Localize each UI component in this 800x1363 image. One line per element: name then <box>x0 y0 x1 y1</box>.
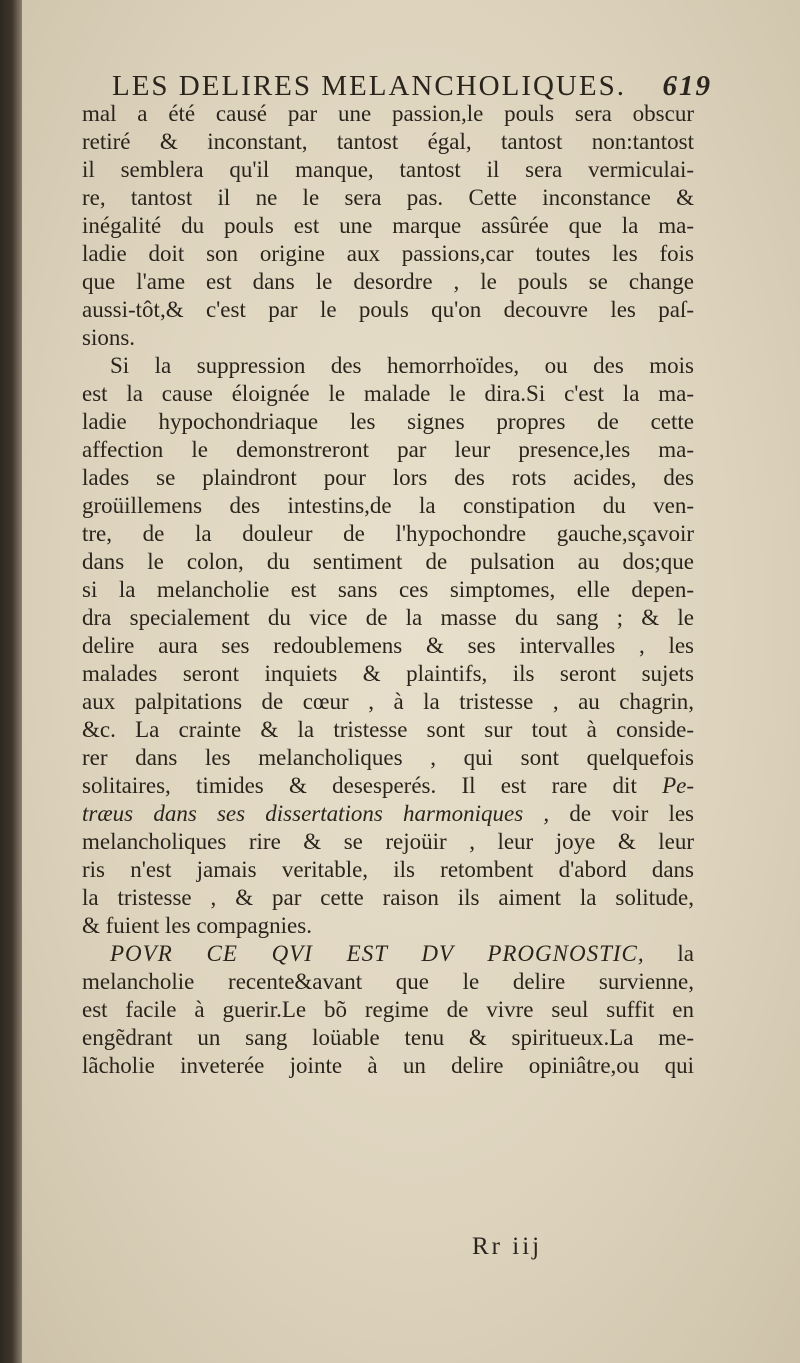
text-line: groüillemens des intestins,de la constipation du ven- <box>82 493 694 518</box>
text-line <box>82 772 694 800</box>
text-line: tre, de la douleur de l'hypochondre gauche,sçavoir <box>82 521 694 546</box>
text-line: Si la suppression des hemorrhoïdes, ou des mois <box>110 353 694 378</box>
text-line: & fuient les compagnies. <box>82 913 312 938</box>
text-line: dra specialement du vice de la masse du sang ; & le <box>82 605 694 630</box>
text-line: la tristesse , & par cette raison ils aiment la solitude, <box>82 885 694 910</box>
text-line: ris n'est jamais veritable, ils retombent d'abord dans <box>82 857 694 882</box>
text-line: &c. La crainte & la tristesse sont sur tout à conside- <box>82 717 694 742</box>
text-line: est la cause éloignée le malade le dira.Si c'est la ma- <box>82 381 694 406</box>
text-line: ladie doit son origine aux passions,car toutes les fois <box>82 241 694 266</box>
work-title: træus dans ses dissertations harmoniques , <box>82 801 550 826</box>
text-line: mal a été causé par une passion,le pouls sera obscur <box>82 101 694 126</box>
text-line: melancholiques rire & se rejoüir , leur joye & leur <box>82 829 694 854</box>
text-line: lãcholie inveterée jointe à un delire opiniâtre,ou qui <box>82 1053 694 1078</box>
page-body-text <box>82 100 694 1080</box>
text-line: malades seront inquiets & plaintifs, ils seront sujets <box>82 661 694 686</box>
text-line: que l'ame est dans le desordre , le pouls se change <box>82 269 694 294</box>
text-line <box>82 800 694 828</box>
text-fragment: de voir les <box>569 801 694 826</box>
signature-mark: Rr iij <box>472 1233 543 1260</box>
text-line: dans le colon, du sentiment de pulsation au dos;que <box>82 549 694 574</box>
text-line <box>82 940 694 968</box>
section-heading: POVR CE QVI EST DV PROGNOSTIC, <box>110 941 645 966</box>
text-line: si la melancholie est sans ces simptomes, elle depen- <box>82 577 694 602</box>
text-fragment: solitaires, timides & desesperés. Il est rare dit <box>82 773 637 798</box>
text-line: affection le demonstreront par leur presence,les ma- <box>82 437 694 462</box>
text-line: re, tantost il ne le sera pas. Cette inconstance & <box>82 185 694 210</box>
text-line: sions. <box>82 325 136 350</box>
text-line: inégalité du pouls est une marque assûrée que la ma- <box>82 213 694 238</box>
text-line: engẽdrant un sang loüable tenu & spiritueux.La me- <box>82 1025 694 1050</box>
text-line: delire aura ses redoublemens & ses intervalles , les <box>82 633 694 658</box>
text-line: aux palpitations de cœur , à la tristesse , au chagrin, <box>82 689 694 714</box>
text-line: retiré & inconstant, tantost égal, tantost non:tantost <box>82 129 694 154</box>
text-line: il semblera qu'il manque, tantost il sera vermiculai- <box>82 157 694 182</box>
text-line: ladie hypochondriaque les signes propres de cette <box>82 409 694 434</box>
book-page <box>22 0 800 1363</box>
running-title: LES DELIRES MELANCHOLIQUES. <box>112 70 626 102</box>
page-number: 619 <box>662 70 712 102</box>
book-gutter <box>0 0 22 1363</box>
text-line: est facile à guerir.Le bõ regime de vivre seul suffit en <box>82 997 694 1022</box>
text-fragment: la <box>677 941 694 966</box>
text-line: aussi-tôt,& c'est par le pouls qu'on decouvre les paſ- <box>82 297 694 322</box>
text-line: rer dans les melancholiques , qui sont quelquefois <box>82 745 694 770</box>
author-name-start: Pe- <box>662 773 694 798</box>
text-line: melancholie recente&avant que le delire survienne, <box>82 969 694 994</box>
text-line: lades se plaindront pour lors des rots acides, des <box>82 465 694 490</box>
